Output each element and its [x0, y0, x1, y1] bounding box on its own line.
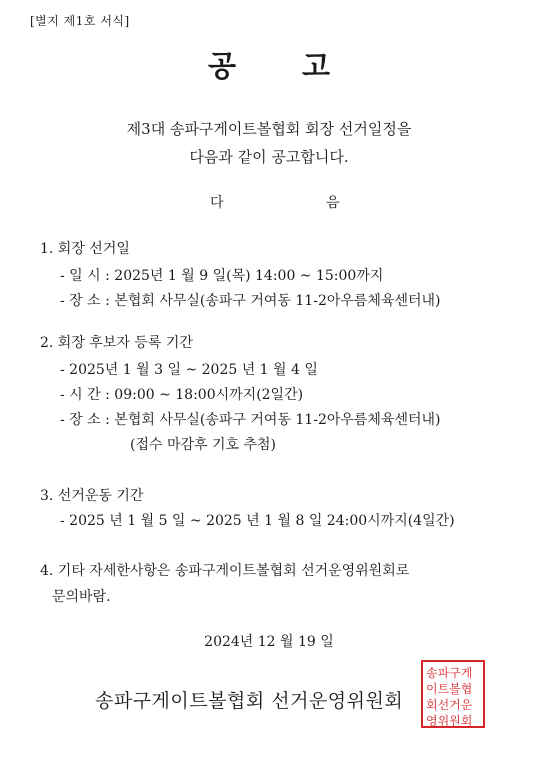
section-3-title: 3. 선거운동 기간	[40, 488, 144, 504]
section-2-item-3: - 장 소 : 본협회 사무실(송파구 거여동 11-2아우름체육센터내)	[60, 412, 441, 428]
section-4-title: 4. 기타 자세한사항은 송파구게이트볼협회 선거운영위원회로	[40, 563, 410, 579]
heading-left: 다	[210, 195, 224, 211]
seal-line-2: 이트볼협	[426, 682, 473, 696]
document-title: 공고	[207, 49, 397, 83]
section-2-item-1: - 2025년 1 월 3 일 ~ 2025 년 1 월 4 일	[60, 362, 318, 378]
seal-line-1: 송파구게	[426, 666, 473, 680]
section-1-item-2: - 장 소 : 본협회 사무실(송파구 거여동 11-2아우름체육센터내)	[60, 293, 441, 309]
section-2-title: 2. 회장 후보자 등록 기간	[40, 335, 193, 351]
section-2-item-2: - 시 간 : 09:00 ~ 18:00시까지(2일간)	[60, 387, 304, 403]
heading-right: 음	[326, 195, 340, 211]
section-4-item-1: 문의바람.	[52, 589, 111, 605]
section-1-item-1: - 일 시 : 2025년 1 월 9 일(목) 14:00 ~ 15:00까지	[60, 268, 384, 284]
section-1-title: 1. 회장 선거일	[40, 241, 130, 257]
seal-line-4: 영위원회	[426, 714, 473, 728]
seal-line-3: 회선거운	[426, 698, 473, 712]
intro-line-1: 제3대 송파구게이트볼협회 회장 선거일정을	[126, 120, 412, 138]
section-2-item-4: (접수 마감후 기호 추첨)	[130, 437, 276, 453]
section-3-item-1: - 2025 년 1 월 5 일 ~ 2025 년 1 월 8 일 24:00시까지(4일간)	[60, 513, 455, 529]
announcement-date: 2024년 12 월 19 일	[204, 634, 334, 650]
form-label: [별지 제1호 서식]	[30, 14, 130, 28]
official-seal	[421, 660, 485, 728]
committee-name: 송파구게이트볼협회 선거운영위원회	[95, 690, 404, 712]
intro-line-2: 다음과 같이 공고합니다.	[189, 148, 349, 166]
